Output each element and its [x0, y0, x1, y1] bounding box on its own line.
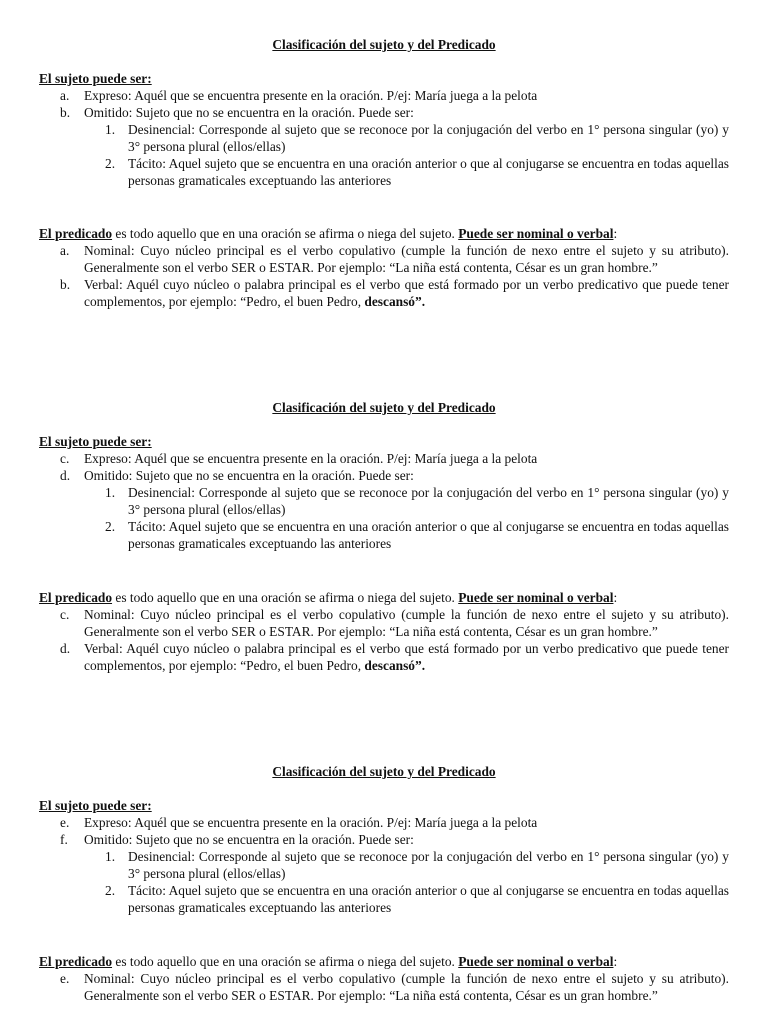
list-marker: 1.	[105, 485, 116, 500]
list-item-expreso	[0, 814, 768, 831]
predicado-intro	[39, 589, 729, 606]
list-item-nominal	[0, 242, 768, 276]
list-marker: 2.	[105, 519, 116, 534]
list-marker: 2.	[105, 156, 116, 171]
list-marker: e.	[60, 971, 70, 986]
predicado-colon: :	[613, 226, 618, 241]
list-item-text: Tácito: Aquel sujeto que se encuentra en una oración anterior o que al conjugarse se encuentra en todas aquellas personas gramaticales exceptuando las anteriores	[128, 883, 729, 915]
list-item-expreso	[0, 87, 768, 104]
list-item-text: Expreso: Aquél que se encuentra presente en la oración. P/ej: María juega a la pelota	[84, 815, 538, 830]
predicado-text: es todo aquello que en una oración se afirma o niega del sujeto.	[112, 226, 459, 241]
list-marker: d.	[60, 468, 71, 483]
list-marker: a.	[60, 243, 70, 258]
list-item-text: Nominal: Cuyo núcleo principal es el verbo copulativo (cumple la función de nexo entre el sujeto y su atributo). Generalmente son el verbo SER o ESTAR. Por ejemplo: “La niña está contenta, César es un gran hombre.”	[84, 607, 729, 639]
sujeto-heading: El sujeto puede ser:	[39, 434, 152, 449]
predicado-list	[0, 970, 768, 1004]
predicado-emph: Puede ser nominal o verbal	[458, 226, 614, 241]
sujeto-heading: El sujeto puede ser:	[39, 798, 152, 813]
predicado-intro	[39, 953, 729, 970]
list-marker: c.	[60, 607, 70, 622]
predicado-text: es todo aquello que en una oración se afirma o niega del sujeto.	[112, 954, 459, 969]
list-item-desinencial	[0, 484, 768, 518]
list-item-text: Nominal: Cuyo núcleo principal es el verbo copulativo (cumple la función de nexo entre el sujeto y su atributo). Generalmente son el verbo SER o ESTAR. Por ejemplo: “La niña está contenta, César es un gran hombre.”	[84, 971, 729, 1003]
list-item-text: Omitido: Sujeto que no se encuentra en la oración. Puede ser:	[84, 468, 414, 483]
list-item-verbal	[0, 276, 768, 310]
list-item-desinencial	[0, 848, 768, 882]
list-item-tacito	[0, 882, 768, 916]
list-marker: b.	[60, 277, 71, 292]
list-item-text: Nominal: Cuyo núcleo principal es el verbo copulativo (cumple la función de nexo entre el sujeto y su atributo). Generalmente son el verbo SER o ESTAR. Por ejemplo: “La niña está contenta, César es un gran hombre.”	[84, 243, 729, 275]
list-marker: f.	[60, 832, 68, 847]
section-1	[0, 36, 768, 53]
list-marker: 1.	[105, 849, 116, 864]
list-item-omitido	[0, 467, 768, 484]
predicado-intro	[39, 225, 729, 242]
list-item-text: Expreso: Aquél que se encuentra presente en la oración. P/ej: María juega a la pelota	[84, 88, 538, 103]
predicado-colon: :	[613, 954, 618, 969]
list-marker: a.	[60, 88, 70, 103]
predicado-emph: Puede ser nominal o verbal	[458, 954, 614, 969]
section-3	[0, 763, 768, 780]
section-title: Clasificación del sujeto y del Predicado	[272, 764, 496, 779]
list-item-nominal	[0, 970, 768, 1004]
list-item-text: Verbal: Aquél cuyo núcleo o palabra principal es el verbo que está formado por un verbo predicativo que puede tener complementos, por ejemplo: “Pedro, el buen Pedro,	[84, 277, 729, 309]
list-item-tacito	[0, 518, 768, 552]
list-marker: 2.	[105, 883, 116, 898]
list-item-expreso	[0, 450, 768, 467]
list-item-omitido	[0, 831, 768, 848]
list-item-verbal	[0, 640, 768, 674]
predicado-emph: Puede ser nominal o verbal	[458, 590, 614, 605]
sujeto-heading: El sujeto puede ser:	[39, 71, 152, 86]
predicado-term: El predicado	[39, 226, 113, 241]
list-item-desinencial	[0, 121, 768, 155]
sujeto-list	[0, 450, 768, 552]
list-marker: 1.	[105, 122, 116, 137]
list-item-text: Expreso: Aquél que se encuentra presente en la oración. P/ej: María juega a la pelota	[84, 451, 538, 466]
list-marker: b.	[60, 105, 71, 120]
sujeto-list	[0, 814, 768, 916]
list-item-nominal	[0, 606, 768, 640]
list-item-text: Desinencial: Corresponde al sujeto que se reconoce por la conjugación del verbo en 1° persona singular (yo) y 3° persona plural (ellos/ellas)	[128, 122, 729, 154]
section-title: Clasificación del sujeto y del Predicado	[272, 400, 496, 415]
list-item-text: Tácito: Aquel sujeto que se encuentra en una oración anterior o que al conjugarse se encuentra en todas aquellas personas gramaticales exceptuando las anteriores	[128, 156, 729, 188]
list-marker: c.	[60, 451, 70, 466]
list-item-text: Omitido: Sujeto que no se encuentra en la oración. Puede ser:	[84, 832, 414, 847]
list-item-text: Desinencial: Corresponde al sujeto que se reconoce por la conjugación del verbo en 1° persona singular (yo) y 3° persona plural (ellos/ellas)	[128, 485, 729, 517]
predicado-list	[0, 606, 768, 674]
list-marker: e.	[60, 815, 70, 830]
list-item-bold-text: descansó”.	[364, 658, 426, 673]
list-item-omitido	[0, 104, 768, 121]
predicado-list	[0, 242, 768, 310]
list-item-tacito	[0, 155, 768, 189]
predicado-colon: :	[613, 590, 618, 605]
predicado-term: El predicado	[39, 954, 113, 969]
list-marker: d.	[60, 641, 71, 656]
section-2	[0, 399, 768, 416]
list-item-text: Tácito: Aquel sujeto que se encuentra en una oración anterior o que al conjugarse se encuentra en todas aquellas personas gramaticales exceptuando las anteriores	[128, 519, 729, 551]
predicado-text: es todo aquello que en una oración se afirma o niega del sujeto.	[112, 590, 459, 605]
list-item-text: Verbal: Aquél cuyo núcleo o palabra principal es el verbo que está formado por un verbo predicativo que puede tener complementos, por ejemplo: “Pedro, el buen Pedro,	[84, 641, 729, 673]
list-item-bold-text: descansó”.	[364, 294, 426, 309]
sujeto-list	[0, 87, 768, 189]
section-title: Clasificación del sujeto y del Predicado	[272, 37, 496, 52]
list-item-text: Omitido: Sujeto que no se encuentra en la oración. Puede ser:	[84, 105, 414, 120]
list-item-text: Desinencial: Corresponde al sujeto que se reconoce por la conjugación del verbo en 1° persona singular (yo) y 3° persona plural (ellos/ellas)	[128, 849, 729, 881]
predicado-term: El predicado	[39, 590, 113, 605]
